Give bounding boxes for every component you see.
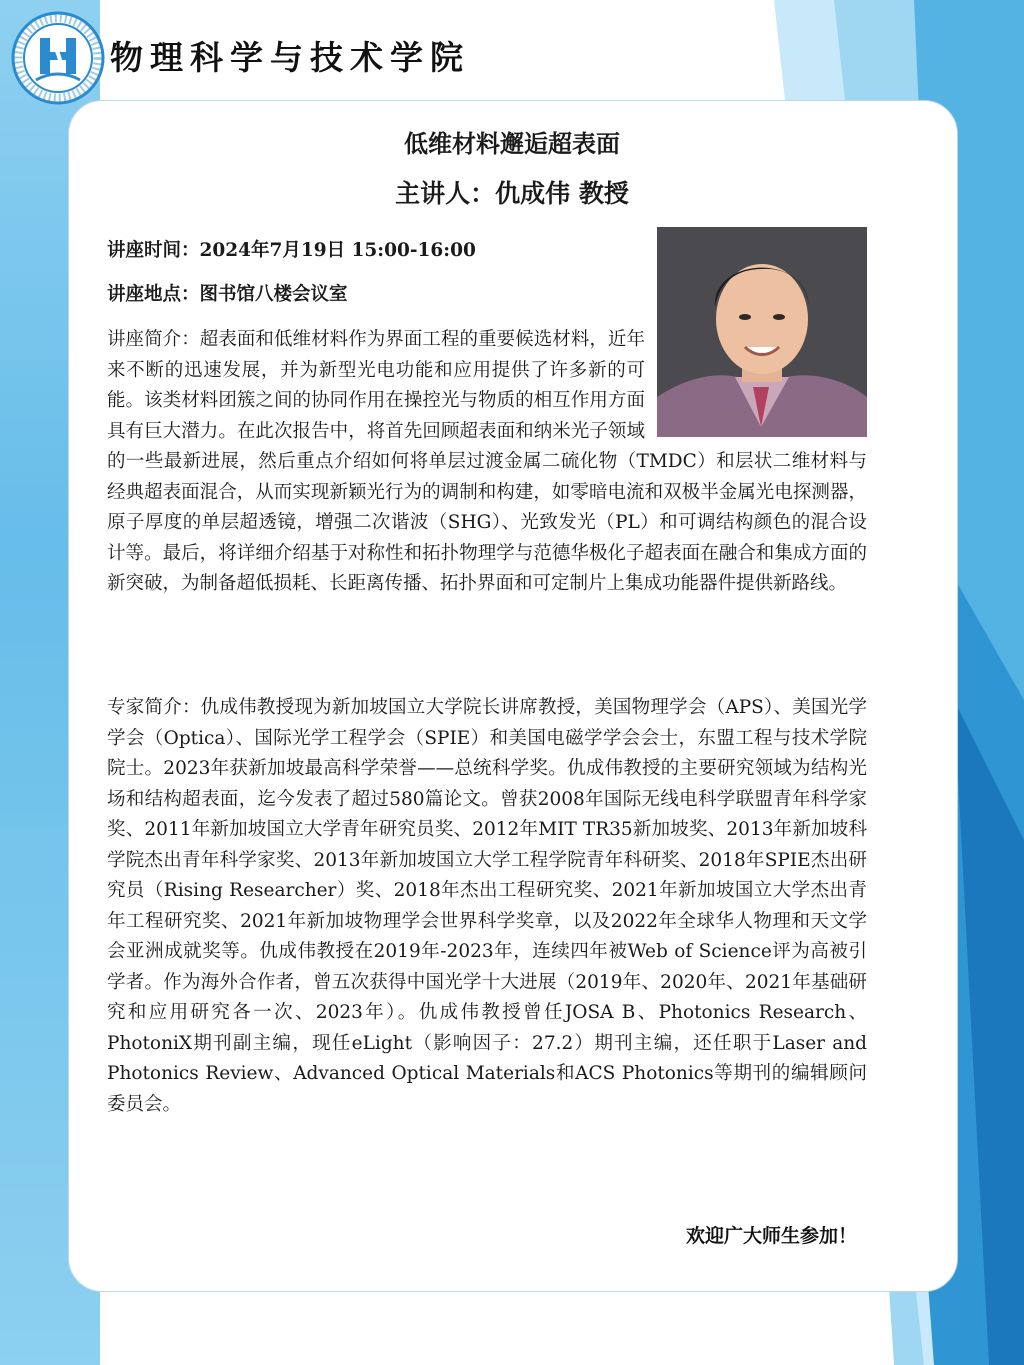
photo-spacer <box>645 325 867 437</box>
speaker-line: 主讲人：仇成伟 教授 <box>395 179 629 208</box>
lecture-time: 讲座时间：2024年7月19日 15:00-16:00 <box>107 240 476 261</box>
lecture-place: 讲座地点：图书馆八楼会议室 <box>107 284 348 305</box>
expert-text: 专家简介：仇成伟教授现为新加坡国立大学院长讲席教授，美国物理学会（APS）、美国光学学会（Optica）、国际光学工程学会（SPIE）和美国电磁学学会会士，东盟工程与技术学院院士。2023年获新加坡最高科学荣誉——总统科学奖。仇成伟教授的主要研究领域为结构光场和结构超表面，迄今发表了超过580篇论文。曾获2008年国际无线电科学联盟青年科学家奖、2011年新加坡国立大学青年研究员奖、2012年MIT TR35新加坡奖、2013年新加坡科学院杰出青年科学家奖、2013年新加坡国立大学工程学院青年科研奖、2018年SPIE杰出研究员（Rising Researcher）奖、2018年杰出工程研究奖、2021年新加坡国立大学杰出青年工程研究奖、2021年新加坡物理学会世界科学奖章，以及2022年全球华人物理和天文学会亚洲成就奖等。仇成伟教授在2019年-2023年，连续四年被Web of Science评为高被引学者。作为海外合作者，曾五次获得中国光学十大进展（2019年、2020年、2021年基础研究和应用研究各一次、2023年）。仇成伟教授曾任JOSA B、Photonics Research、PhotoniX期刊副主编，现任eLight（影响因子：27.2）期刊主编，还任职于Laser and Photonics Review、Advanced Optical Materials和ACS Photonics等期刊的编辑顾问委员会。 <box>107 697 867 1115</box>
university-logo <box>10 10 106 106</box>
header <box>10 10 470 106</box>
intro-text: 讲座简介：超表面和低维材料作为界面工程的重要候选材料，近年来不断的迅速发展，并为新型光电功能和应用提供了许多新的可能。该类材料团簇之间的协同作用在操控光与物质的相互作用方面具有巨大潜力。在此次报告中，将首先回顾超表面和纳米光子领域的一些最新进展，然后重点介绍如何将单层过渡金属二硫化物（TMDC）和层状二维材料与经典超表面混合，从而实现新颖光行为的调制和构建，如零暗电流和双极半金属光电探测器，原子厚度的单层超透镜，增强二次谐波（SHG）、光致发光（PL）和可调结构颜色的混合设计等。最后，将详细介绍基于对称性和拓扑物理学与范德华极化子超表面在融合和集成方面的新突破，为制备超低损耗、长距离传播、拓扑界面和可定制片上集成功能器件提供新路线。 <box>107 329 867 594</box>
lecture-title: 低维材料邂逅超表面 <box>404 129 620 158</box>
welcome-message: 欢迎广大师生参加！ <box>685 1225 857 1247</box>
expert-intro <box>107 693 867 1120</box>
lecture-intro <box>107 325 867 600</box>
college-name: 物理科学与技术学院 <box>110 37 470 77</box>
